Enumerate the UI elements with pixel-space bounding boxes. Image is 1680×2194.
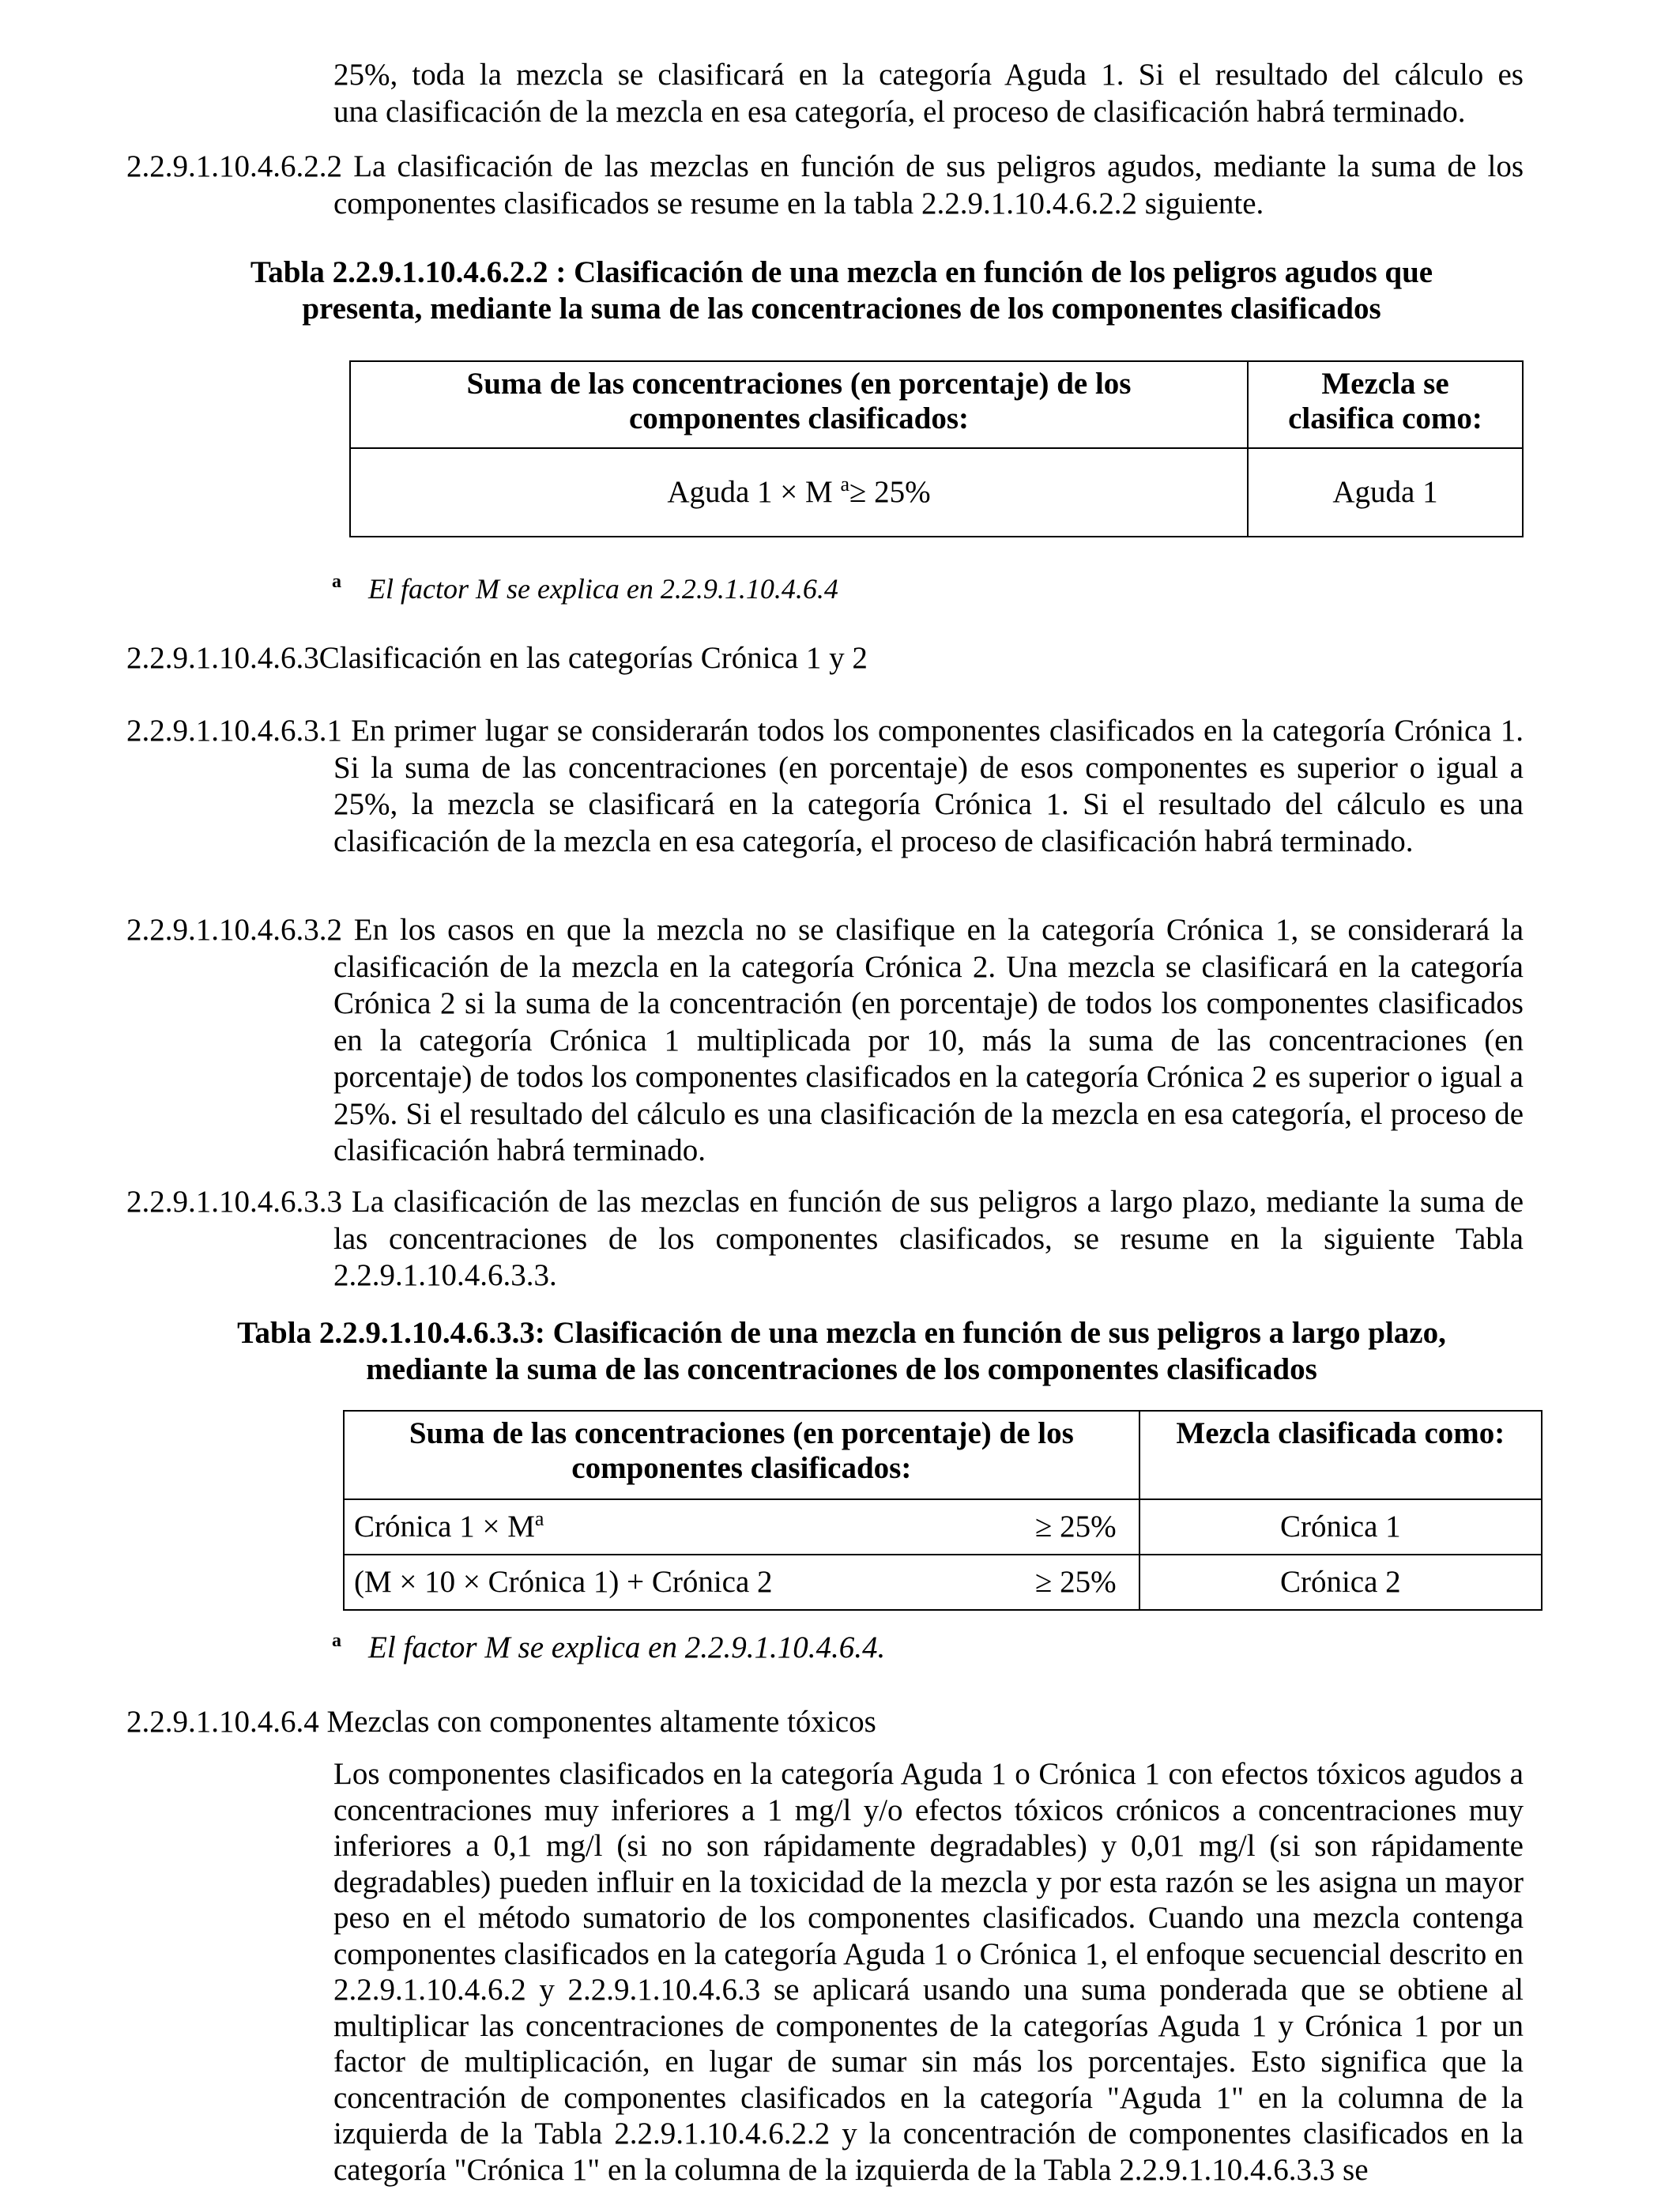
paragraph-number: 2.2.9.1.10.4.6.3.1	[126, 714, 342, 748]
footnote-ref: a	[840, 472, 850, 496]
table-2-header-right: Mezcla clasificada como:	[1139, 1411, 1542, 1499]
paragraph-number: 2.2.9.1.10.4.6.3.3	[126, 1185, 342, 1219]
cell-text: Aguda 1 × M	[667, 474, 833, 509]
table-2-cell-threshold: ≥ 25%	[932, 1499, 1139, 1555]
table-1-title	[119, 254, 1565, 327]
table-2-cell-formula	[344, 1499, 932, 1555]
table-2-header-left: Suma de las concentraciones (en porcentaje) de los componentes clasificados:	[344, 1411, 1139, 1499]
heading-text: Mezclas con componentes altamente tóxicos	[326, 1705, 876, 1739]
table-1-data-row	[350, 448, 1523, 537]
paragraph-text: La clasificación de las mezclas en función de sus peligros a largo plazo, mediante la suma de las concentraciones de los componentes clasificados, se resume en la siguiente Tabla 2.2.9.1.10.4.6.3.3.	[333, 1185, 1524, 1292]
table-2-cell-threshold: ≥ 25%	[932, 1555, 1139, 1610]
table-1-header-row	[350, 361, 1523, 448]
table-2-title-line-1: Tabla 2.2.9.1.10.4.6.3.3: Clasificación de una mezcla en función de sus peligros a largo plazo,	[237, 1316, 1446, 1350]
paragraph-text: La clasificación de las mezclas en función de sus peligros agudos, mediante la suma de los componentes clasificados se resume en la tabla 2.2.9.1.10.4.6.2.2 siguiente.	[333, 149, 1524, 221]
table-2-title	[119, 1315, 1565, 1388]
paragraph-6-3-1	[126, 713, 1524, 860]
heading-6-4	[126, 1704, 1524, 1741]
continuation-line-1: 25%, toda la mezcla se clasificará en la categoría Aguda 1. Si el resultado del cálculo es	[333, 58, 1524, 92]
table-1-header-left: Suma de las concentraciones (en porcentaje) de los componentes clasificados:	[350, 361, 1248, 448]
table-row	[344, 1555, 1542, 1610]
paragraph-text: En los casos en que la mezcla no se clasifique en la categoría Crónica 1, se considerará la clasificación de la mezcla en la categoría Crónica 2. Una mezcla se clasificará en la categoría Crónica 2 si la suma de la concentración (en porcentaje) de todos los componentes clasificados en la categoría Crónica 1 multiplicada por 10, más la suma de las concentraciones (en porcentaje) de todos los componentes clasificados en la categoría Crónica 2 es superior o igual a 25%. Si el resultado del cálculo es una clasificación de la mezcla en esa categoría, el proceso de clasificación habrá terminado.	[333, 913, 1524, 1167]
table-2-header-row	[344, 1411, 1542, 1499]
table-2-title-line-2: mediante la suma de las concentraciones de los componentes clasificados	[366, 1352, 1317, 1386]
footnote-ref: a	[534, 1506, 544, 1530]
heading-number: 2.2.9.1.10.4.6.4	[126, 1705, 319, 1739]
cell-text: (M × 10 × Crónica 1) + Crónica 2	[354, 1564, 773, 1599]
table-2-footnote	[332, 1630, 885, 1667]
heading-number: 2.2.9.1.10.4.6.3	[126, 641, 319, 675]
cell-threshold: ≥ 25%	[849, 474, 931, 509]
table-2-cell-result: Crónica 1	[1139, 1499, 1542, 1555]
table-2-cell-formula	[344, 1555, 932, 1610]
paragraph-text: En primer lugar se considerarán todos los componentes clasificados en la categoría Crónica 1. Si la suma de las concentraciones (en porcentaje) de esos componentes es superior o igual a 25%, la mezcla se clasificará en la categoría Crónica 1. Si el resultado del cálculo es una clasificación de la mezcla en esa categoría, el proceso de clasificación habrá terminado.	[333, 714, 1524, 858]
table-2-cell-result: Crónica 2	[1139, 1555, 1542, 1610]
table-1-cell-result: Aguda 1	[1248, 448, 1523, 537]
table-1-footnote	[332, 571, 838, 608]
continuation-line-2: una clasificación de la mezcla en esa categoría, el proceso de clasificación habrá terminado.	[333, 94, 1466, 129]
table-1-title-line-1: Tabla 2.2.9.1.10.4.6.2.2 : Clasificación de una mezcla en función de los peligros agudos que	[250, 255, 1433, 289]
table-1	[349, 360, 1524, 537]
heading-6-3	[126, 640, 1524, 677]
paragraph-number: 2.2.9.1.10.4.6.2.2	[126, 149, 342, 183]
footnote-mark: a	[332, 571, 341, 592]
cell-text: Crónica 1 × M	[354, 1509, 535, 1544]
paragraph-6-3-2	[126, 912, 1524, 1170]
footnote-mark: a	[332, 1630, 341, 1651]
paragraph-6-3-3	[126, 1184, 1524, 1295]
continuation-paragraph	[333, 57, 1524, 130]
table-1-header-right: Mezcla se clasifica como:	[1248, 361, 1523, 448]
footnote-text: El factor M se explica en 2.2.9.1.10.4.6.4	[368, 573, 838, 605]
paragraph-6-4-body: Los componentes clasificados en la categoría Aguda 1 o Crónica 1 con efectos tóxicos agudos a concentraciones muy inferiores a 1 mg/l y/o efectos tóxicos crónicos a concentraciones muy inferiores a 0,1 mg/l (si no son rápidamente degradables) y 0,01 mg/l (si son rápidamente degradables) pueden influir en la toxicidad de la mezcla y por esta razón se les asigna un mayor peso en el método sumatorio de los componentes clasificados. Cuando una mezcla contenga componentes clasificados en la categoría Aguda 1 o Crónica 1, el enfoque secuencial descrito en 2.2.9.1.10.4.6.2 y 2.2.9.1.10.4.6.3 se aplicará usando una suma ponderada que se obtiene al multiplicar las concentraciones de componentes de la categorías Aguda 1 y Crónica 1 por un factor de multiplicación, en lugar de sumar sin más los porcentajes. Esto significa que la concentración de componentes clasificados en la categoría "Aguda 1" en la columna de la izquierda de la Tabla 2.2.9.1.10.4.6.2.2 y la concentración de componentes clasificados en la categoría "Crónica 1" en la columna de la izquierda de la Tabla 2.2.9.1.10.4.6.3.3 se	[333, 1757, 1524, 2187]
paragraph-6-2-2	[126, 149, 1524, 222]
table-1-title-line-2: presenta, mediante la suma de las concentraciones de los componentes clasificados	[302, 292, 1381, 326]
table-1-cell-condition	[350, 448, 1248, 537]
table-row	[344, 1499, 1542, 1555]
paragraph-number: 2.2.9.1.10.4.6.3.2	[126, 913, 342, 947]
footnote-text: El factor M se explica en 2.2.9.1.10.4.6.4.	[368, 1630, 886, 1664]
heading-text: Clasificación en las categorías Crónica 1 y 2	[318, 641, 868, 675]
table-2	[343, 1410, 1543, 1611]
